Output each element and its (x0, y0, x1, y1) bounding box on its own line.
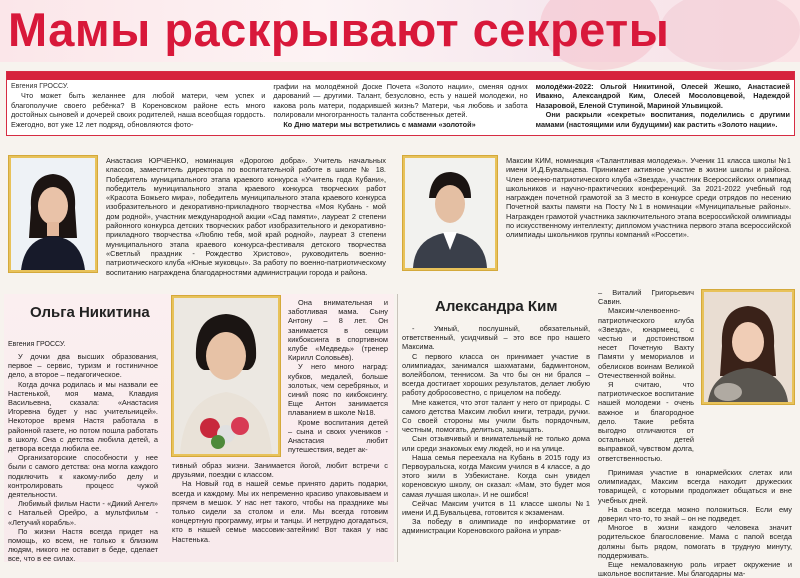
intro-author: Евгения ГРОССУ. (11, 83, 69, 90)
intro-column-2 (273, 82, 527, 133)
intro-column-3 (536, 82, 790, 133)
olga-paragraph: Кроме воспитания детей – сына и своих учеников - Анастасия любит путешествия, ведет ак- (288, 417, 388, 455)
alexandra-paragraph: За победу в олимпиаде по информатике от администрации Кореновского района и управ- (402, 517, 590, 536)
intro-text-2: графии на молодёжной Доске Почета «Золото нации», сменяя одних дарований — другими. Талант, безусловно, есть у нашей молодежи, но какова роль матери, подарившей жизнь? Матери, чья любовь и забота полировали многогранность таланта собственных детей. (273, 82, 528, 120)
alexandra-paragraph: С первого класса он принимает участие в олимпиадах, занимался шахматами, бадминтоном, волейболом, теннисом. За что бы он ни брался – всегда достигает хороших результатов, делает любую работу добросовестно, с прицелом на победу. (402, 351, 590, 398)
alexandra-paragraph: Я считаю, что патриотическое воспитание нашей молодежи - очень важное и благородное дело. Такие ребята выгодно отличаются от остальных детей выправкой, чувством долга, ответственностью. (598, 380, 694, 463)
olga-paragraph: Когда дочка родилась и мы назвали ее Настенькой, моя мама, Клавдия Васильевна, сказала: «Анастасия Игоревна будет у нас учительницей». Некоторое время Настя работала в районной газете, но потом пошла работать в школу. Она с детства любила детей, а детвора всегда любила ее. (8, 379, 158, 454)
profile-anastasia: Анастасия ЮРЧЕНКО, номинация «Дорогою добра». Учитель начальных классов, заместитель директора по воспитательной работе в школе № 18. Победитель муниципального этапа краевого конкурса «Учитель года Кубани», победитель муниципального этапа краевого конкурса творческих работ «Красота Божьего мира», победитель муниципального этапа краевого конкурса изобразительного и декоративно-прикладного творчества «Моя Кубань - мой дом родной», участник международной акции «Сад памяти», лауреат 2 степени районного конкурса детских творческих работ изобразительного и декоративно-прикладного творчества «Люблю тебя, мой край родной», лауреат 3 степени муниципального этапа краевого конкурса-фестиваля детского творчества «Светлый праздник - Рождество Христово», руководитель военно-патриотического клуба «Юные жуковцы». За работу по военно-патриотическому воспитанию награждена благодарностями администрации города и района. (106, 156, 386, 277)
photo-alexandra (702, 290, 794, 404)
alexandra-paragraph: Многое в жизни каждого человека значит родительское благословение. Мама с папой всегда должны быть рядом, помогать в трудную минуту, поддерживать. (598, 523, 792, 560)
olga-column-1 (8, 352, 158, 562)
olga-column-2 (172, 461, 388, 562)
alexandra-paragraph: Сын отзывчивый и внимательный не только дома или среди знакомых ему людей, но и на улице. (402, 434, 590, 453)
alexandra-heading: Александра Ким (435, 298, 558, 315)
intro-column-1 (11, 82, 265, 133)
olga-paragraph: По жизни Настя всегда придет на помощь, ко всем, не только к близким людям, никого не оставит в беде, сделает все, что в ее силах. (8, 526, 158, 564)
alexandra-paragraph: Наша семья переехала на Кубань в 2015 году из Первоуральска, когда Максим учился в 4 классе, а до этого жили в Узбекистане. Когда сын увидел кореновскую школу, он сказал: «Мам, это будет моя самая лучшая школа». И не ошибся! (402, 452, 590, 499)
alexandra-paragraph: Принимая участие в юнармейских слетах или олимпиадах, Максим всегда находит дружеских товарищей, с которыми продолжает общаться и вне учебных дней. (598, 468, 792, 505)
intro-text-1: Что может быть желаннее для любой матери, чем успех и благополучие своего ребёнка? В Кореновском районе есть много достойных сыновей и дочерей своих родителей, наша всеобщая гордость. Ежегодно, вот уже 12 лет подряд, обновляются фото- (11, 91, 266, 129)
intro-text-3b: Они раскрыли «секреты» воспитания, поделились с другими мамами (настоящими или будущими) как растить «Золото нации». (535, 110, 790, 129)
photo-anastasia (9, 156, 97, 272)
olga-paragraph: Организаторские способности у нее были с самого детства: она могла каждого подключить к какому-либо делу и контролировать процесс чужой деятельности. (8, 453, 158, 500)
intro-text-3: молодёжи-2022: Ольгой Никитиной, Олесей Жешко, Анастасией Ивакно, Александрой Ким, Олесей Мосоловцевой, Надеждой Назаровой, Еленой Ступиной, Мариной Ульвицкой. (535, 82, 790, 110)
intro-bar (7, 72, 794, 80)
decor-flower (660, 0, 800, 70)
olga-paragraph: тивный образ жизни. Занимается йогой, любит встречи с друзьями, поездки с классом. (172, 461, 388, 480)
alexandra-paragraph: На сына всегда можно положиться. Если ему доверил что-то, то знай – он не подведет. (598, 504, 792, 524)
alexandra-column-2b (598, 468, 792, 578)
profile-maxim: Максим КИМ, номинация «Талантливая молодежь». Ученик 11 класса школы №1 имени И.Д.Бувальцева. Принимает активное участие в жизни школы и района. Член военно-патриотического клуба «Звезда», участник Всероссийских олимпиад школьников и научно-практических конференций. За 2021-2022 учебный год награжден почетной грамотой за 3 место в конкурсе среди отрядов по несению Почетной вахты памяти на Посту №1 в номинации «Муниципальные районы». Награжден грамотой участника заключительного этапа всероссийской олимпиады по искусственному интеллекту; дипломом участника первого этапа всероссийской олимпиады школьников группы компаний «Россети». (506, 156, 791, 240)
olga-heading: Ольга Никитина (30, 304, 150, 321)
olga-column-3 (288, 298, 388, 460)
page-title: Мамы раскрывают секреты (8, 3, 670, 56)
olga-paragraph: Любимый фильм Насти - «Дикий Ангел» с Натальей Орейро, а мультфильм - «Летучий корабль». (8, 499, 158, 527)
photo-olga (172, 296, 280, 456)
olga-paragraph: У дочки два высших образования, первое – сервис, туризм и гостиничное дело, а второе – педагогическое. (8, 352, 158, 380)
alexandra-paragraph: – Виталий Григорьевич Савин. (598, 288, 694, 307)
alexandra-paragraph: Мне кажется, что этот талант у него от природы. С самого детства Максим любил книги, тетради, ручки. Со своей стороны мы учили быть порядочным, честным, помогать, делиться, защищать. (402, 397, 590, 435)
olga-paragraph: Она внимательная и заботливая мама. Сыну Антону – 8 лет. Он занимается в секции кикбоксинга в спортивном клубе «Медведь» (тренер Кирилл Соловьёв). (288, 298, 388, 363)
alexandra-paragraph: Максим-членвоенно-патриотического клуба «Звезда», юнармеец, с честью и достоинством несет Почетную Вахту Памяти у мемориалов и обелисков воинам Великой Отечественной войны. (598, 306, 694, 380)
photo-maxim (403, 156, 497, 270)
olga-author: Евгения ГРОССУ. (8, 341, 66, 348)
olga-paragraph: На Новый год в нашей семье принято дарить подарки, всегда и каждому. Мы их непременно красиво упаковываем и прячем в мешок. У нас нет такого, чтобы на празднике мы только сидели за столом и ели. Мы всегда готовим концертную программу, игры и танцы. И нетрудно догадаться, кто в нашей семье массовик-затейник! Вот такая у нас Настенька. (172, 479, 388, 544)
alexandra-paragraph: Сейчас Максим учится в 11 классе школы №1 имени И.Д.Бувальцева, готовится к экзаменам. (402, 498, 590, 518)
intro-box (6, 71, 795, 136)
page-header (0, 0, 800, 62)
alexandra-column-2a (598, 288, 694, 468)
section-divider (397, 294, 398, 562)
olga-paragraph: У него много наград: кубков, медалей, больше золотых, чем серебряных, и синий пояс по кикбоксингу. Еще Антон занимается плаванием в школе №18. (288, 362, 388, 418)
alexandra-column-1 (402, 324, 590, 562)
intro-text-2b: Ко Дню матери мы встретились с мамами «золотой» (283, 119, 476, 129)
alexandra-paragraph: - Умный, послушный, обязательный, ответственный, усидчивый – это все про нашего Максима. (402, 324, 590, 352)
alexandra-paragraph: Еще немаловажную роль играет окружение и школьное воспитание. Мы благодарны ма- (598, 560, 792, 578)
